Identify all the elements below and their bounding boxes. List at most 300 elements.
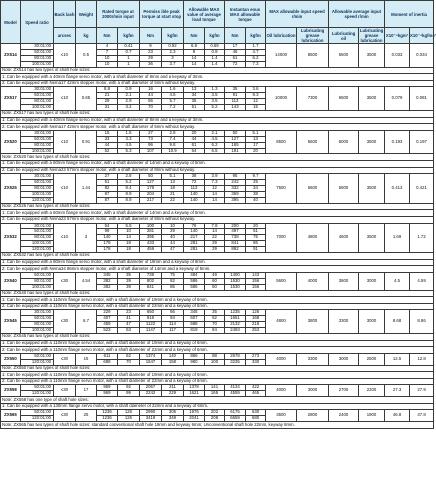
speed-ratio-cell: 50:01:00	[21, 353, 54, 359]
torque-value-cell: 253	[246, 328, 266, 334]
note-text: Note: ZX514 has two types of shaft hole sizes:	[1, 67, 434, 74]
note-text: Note: ZX565 has two types of shaft hole sizes: standard conventional shaft hole 19mm and keyway 6mm; Unconventional shaft hole 22mm, keyway 8mm.	[1, 422, 434, 429]
header-grease: Lubricating grease lubrication	[297, 28, 329, 44]
kgm2-cell: 8.68	[385, 310, 410, 334]
torque-value-cell: 345	[184, 310, 205, 316]
avg-grease-cell: 3500	[359, 87, 385, 111]
torque-value-cell: 22	[162, 197, 184, 203]
note-text: 2: Can be equipped with Nema23 57mm stepper motor, with a shaft diameter of 8mm without keyway.	[1, 167, 434, 174]
torque-value-cell: 1547	[140, 359, 162, 365]
note-text: 1: Can be equipped with a 60mm flange servo motor, with a shaft diameter of 14mm and a keyway of 5mm.	[1, 210, 434, 217]
torque-value-cell: 1621	[184, 391, 205, 397]
torque-value-cell: 5.2	[118, 180, 140, 186]
torque-value-cell: 88	[205, 353, 225, 359]
backlash-cell: ≤30	[54, 410, 76, 422]
avg-grease-cell: 3000	[359, 272, 385, 290]
kgfms2-cell: 0.197	[410, 130, 434, 154]
torque-value-cell: 892	[225, 247, 246, 253]
torque-value-cell: 86	[246, 241, 266, 247]
speed-ratio-cell: 30:01:00	[21, 223, 54, 229]
oil-cell: 4000	[266, 353, 297, 365]
speed-ratio-cell: 120:01:00	[21, 197, 54, 203]
torque-value-cell: 4.5	[205, 136, 225, 142]
torque-value-cell: 8.9	[118, 191, 140, 197]
torque-value-cell: 53	[118, 328, 140, 334]
header-nm: Nm	[140, 28, 162, 44]
torque-value-cell: 44	[162, 241, 184, 247]
note-text: Note: ZX532 has two types of shaft hole sizes:	[1, 253, 434, 260]
model-cell: ZX525	[1, 174, 21, 204]
torque-value-cell: 5.1	[246, 130, 266, 136]
speed-ratio-cell: 30:01:00	[21, 174, 54, 180]
torque-value-cell: 3.3	[118, 136, 140, 142]
torque-value-cell: 2.1	[205, 130, 225, 136]
torque-value-cell: 738	[225, 235, 246, 241]
oil-cell: 14000	[266, 44, 297, 68]
torque-value-cell: 35	[205, 310, 225, 316]
torque-value-cell: 918	[140, 316, 162, 322]
torque-value-cell: 2132	[225, 322, 246, 328]
torque-value-cell: 14	[184, 55, 205, 61]
torque-value-cell: 35	[118, 272, 140, 278]
torque-value-cell: 51	[246, 229, 266, 235]
torque-value-cell: 15	[246, 105, 266, 111]
torque-value-cell: 607	[184, 316, 205, 322]
torque-value-cell: 29	[140, 55, 162, 61]
speed-ratio-cell: 50:01:00	[21, 229, 54, 235]
torque-value-cell: 3.5	[205, 99, 225, 105]
torque-value-cell: 841	[140, 284, 162, 290]
avg-grease-cell: 3500	[359, 223, 385, 253]
torque-value-cell: 1.3	[205, 87, 225, 93]
note-text: 2: Can be equipped with Nema17 42mm stepper motor, with a shaft diameter of 5mm without keyway.	[1, 124, 434, 131]
torque-value-cell: 114	[162, 322, 184, 328]
model-cell: ZX520	[1, 130, 21, 154]
torque-value-cell: 6.2	[205, 142, 225, 148]
speed-ratio-cell: 50:01:00	[21, 49, 54, 55]
weight-cell: 1.44	[76, 174, 97, 204]
torque-value-cell: 23	[118, 310, 140, 316]
speed-ratio-cell: 30:01:00	[21, 130, 54, 136]
torque-value-cell: 12	[205, 186, 225, 192]
torque-value-cell: 143	[246, 272, 266, 278]
torque-value-cell: 5.5	[118, 223, 140, 229]
torque-value-cell: 13	[162, 180, 184, 186]
torque-value-cell: 117	[162, 328, 184, 334]
torque-value-cell: 35	[184, 99, 205, 105]
torque-value-cell: 10	[97, 61, 118, 67]
note-row	[1, 266, 434, 273]
torque-value-cell: 1236	[97, 410, 118, 416]
header-lub-grease: Lubricating grease lubrication	[359, 28, 384, 43]
avg-grease-cell: 3500	[359, 130, 385, 154]
torque-value-cell: 1374	[140, 353, 162, 359]
torque-value-cell: 44	[184, 136, 205, 142]
oil-cell: 8500	[266, 130, 297, 154]
header-kg: kg	[76, 28, 97, 44]
torque-value-cell: 4	[97, 44, 118, 50]
torque-value-cell: 100	[140, 223, 162, 229]
note-text: 2: Can be equipped with a 110mm flange servo motor, with a shaft diameter of 22mm and a keyway of 6mm.	[1, 378, 434, 385]
backlash-cell: ≤10	[54, 44, 76, 68]
torque-value-cell: 3235	[225, 359, 246, 365]
note-text: Note: ZX540 has two types of shaft hole sizes:	[1, 290, 434, 297]
speed-ratio-cell: 80:01:00	[21, 99, 54, 105]
torque-value-cell: 158	[162, 359, 184, 365]
torque-value-cell: 87	[97, 197, 118, 203]
torque-value-cell: 156	[246, 278, 266, 284]
speed-ratio-cell: 80:01:00	[21, 235, 54, 241]
header-kgfm: kgfm	[162, 28, 184, 44]
header-avg-input-speed: Allowable average input speed r/min	[329, 1, 385, 28]
grease-cell: 3800	[297, 310, 329, 334]
torque-value-cell: 25	[246, 180, 266, 186]
speed-ratio-cell: 50:01:00	[21, 385, 54, 391]
torque-value-cell: 62	[118, 353, 140, 359]
torque-value-cell: 969	[97, 385, 118, 391]
oil-cell: 4800	[266, 310, 297, 334]
torque-value-cell: 866	[184, 353, 205, 359]
torque-value-cell: 60	[205, 278, 225, 284]
header-nm: Nm	[97, 28, 118, 44]
torque-value-cell: 13	[184, 87, 205, 93]
header-max-input-speed: MAX allowable input speed r/min	[266, 1, 329, 28]
torque-value-cell: 20	[184, 130, 205, 136]
torque-value-cell: 630	[246, 410, 266, 416]
note-row	[1, 117, 434, 124]
torque-value-cell: 1651	[225, 316, 246, 322]
avg-grease-cell: 3000	[359, 310, 385, 334]
oil-cell: 5600	[266, 272, 297, 290]
note-text: 1: Can be equipped with a 60mm flange servo motor, with a shaft diameter of 14mm and a keyway of 5mm.	[1, 161, 434, 168]
torque-value-cell: 4559	[225, 391, 246, 397]
header-allowable-max: Allowable MAX value of average load torque	[184, 1, 225, 28]
speed-ratio-cell: 80:01:00	[21, 322, 54, 328]
torque-value-cell: 4.5	[118, 142, 140, 148]
note-row	[1, 347, 434, 354]
torque-value-cell: 5.2	[205, 105, 225, 111]
torque-value-cell: 4134	[225, 385, 246, 391]
torque-value-cell: 9.7	[246, 174, 266, 180]
torque-value-cell: 1.6	[162, 87, 184, 93]
note-text: 1: Can be equipped with a 80mm flange servo motor, with a shaft diameter of 19mm and a keyway of 6mm.	[1, 259, 434, 266]
note-text: 1: Can be equipped with a 110mm flange servo motor, with a shaft diameter of 19mm and a keyway of 6mm.	[1, 297, 434, 304]
oil-cell: 4000	[266, 385, 297, 397]
note-text: 2: Can be equipped with a 110mm flange servo motor, with a shaft diameter of 22mm and a keyway of 6mm.	[1, 347, 434, 354]
header-x10-kgfms2: X10⁻⁴kgfms²	[410, 28, 434, 44]
avg-oil-cell: 4600	[329, 223, 359, 253]
torque-value-cell: 8.8	[97, 87, 118, 93]
torque-value-cell: 10	[97, 55, 118, 61]
torque-value-cell: 273	[246, 353, 266, 359]
torque-value-cell: 47	[118, 322, 140, 328]
kgfms2-cell: 8.86	[410, 310, 434, 334]
torque-value-cell: 18	[118, 247, 140, 253]
torque-value-cell: 61	[184, 142, 205, 148]
speed-ratio-cell: 100:01:00	[21, 284, 54, 290]
torque-value-cell: 1530	[225, 278, 246, 284]
torque-value-cell: 305	[162, 410, 184, 416]
torque-value-cell: 6.2	[246, 55, 266, 61]
note-text: Note: ZX520 has two types of shaft hole sizes:	[1, 154, 434, 161]
kgfms2-cell: 12.8	[410, 353, 434, 365]
torque-value-cell: 680	[246, 416, 266, 422]
torque-value-cell: 15	[97, 130, 118, 136]
kgfms2-cell: 4.59	[410, 272, 434, 290]
torque-value-cell: 281	[140, 229, 162, 235]
speed-ratio-cell: 50:01:00	[21, 272, 54, 278]
avg-oil-cell: 6500	[329, 87, 359, 111]
torque-value-cell: 91	[246, 247, 266, 253]
torque-value-cell: 38	[184, 174, 205, 180]
torque-value-cell: 34	[184, 93, 205, 99]
torque-value-cell: 191	[225, 148, 246, 154]
header-moment-inertia: Moment of inertia	[385, 1, 434, 28]
torque-value-cell: 0.41	[118, 44, 140, 50]
torque-value-cell: 14	[118, 235, 140, 241]
torque-value-cell: 202	[205, 410, 225, 416]
note-row	[1, 259, 434, 266]
backlash-cell: ≤30	[54, 310, 76, 334]
header-kgfm: kgfm	[118, 28, 140, 44]
torque-value-cell: 1.7	[246, 44, 266, 50]
torque-value-cell: 17	[246, 142, 266, 148]
torque-value-cell: 44	[140, 93, 162, 99]
torque-value-cell: 47	[162, 247, 184, 253]
speed-ratio-cell: 100:01:00	[21, 61, 54, 67]
speed-ratio-cell: 100:01:00	[21, 328, 54, 334]
torque-value-cell: 9.3	[246, 93, 266, 99]
oil-cell: 10000	[266, 87, 297, 111]
speed-ratio-cell: 120:01:00	[21, 416, 54, 422]
torque-value-cell: 1.5	[118, 130, 140, 136]
header-back-lash: Back lash	[54, 1, 76, 28]
avg-grease-cell: 1900	[359, 410, 385, 422]
torque-value-cell: 14	[205, 191, 225, 197]
backlash-cell: ≤30	[54, 272, 76, 290]
note-text: Note: ZX525 has two types of shaft hole sizes:	[1, 203, 434, 210]
torque-value-cell: 332	[225, 186, 246, 192]
speed-ratio-cell: 50:01:00	[21, 136, 54, 142]
model-cell: ZX558	[1, 385, 21, 397]
torque-value-cell: 84	[205, 328, 225, 334]
torque-value-cell: 178	[97, 241, 118, 247]
torque-value-cell: 54	[97, 223, 118, 229]
torque-value-cell: 35	[225, 87, 246, 93]
backlash-cell: ≤30	[54, 385, 76, 397]
kgm2-cell: 4.5	[385, 272, 410, 290]
torque-value-cell: 94	[162, 316, 184, 322]
torque-value-cell: 650	[140, 310, 162, 316]
avg-grease-cell: 2500	[359, 353, 385, 365]
torque-value-cell: 33	[97, 136, 118, 142]
torque-value-cell: 6175	[225, 410, 246, 416]
torque-value-cell: 208	[205, 416, 225, 422]
torque-value-cell: 242	[225, 180, 246, 186]
kgfms2-cell: 1.72	[410, 223, 434, 253]
kgm2-cell: 0.079	[385, 87, 410, 111]
torque-value-cell: 688	[97, 359, 118, 365]
torque-value-cell: 2067	[140, 385, 162, 391]
torque-value-cell: 143	[225, 105, 246, 111]
model-cell: ZX545	[1, 310, 21, 334]
avg-oil-cell: 6500	[329, 44, 359, 68]
torque-value-cell: 819	[184, 328, 205, 334]
torque-value-cell: 523	[97, 328, 118, 334]
header-speed-ratio: Speed ratio	[21, 1, 54, 44]
torque-value-cell: 688	[184, 322, 205, 328]
torque-value-cell: 1378	[184, 385, 205, 391]
torque-value-cell: 99	[97, 229, 118, 235]
grease-cell: 7300	[297, 87, 329, 111]
torque-value-cell: 140	[184, 191, 205, 197]
header-kgfm: kgfm	[205, 28, 225, 44]
torque-value-cell: 459	[140, 247, 162, 253]
torque-value-cell: 91	[225, 93, 246, 99]
speed-ratio-cell: 120:01:00	[21, 391, 54, 397]
avg-oil-cell: 5600	[329, 174, 359, 204]
torque-value-cell: 459	[97, 322, 118, 328]
torque-value-cell: 29	[162, 229, 184, 235]
kgfms2-cell: 27.9	[410, 385, 434, 397]
torque-value-cell: 140	[97, 235, 118, 241]
kgm2-cell: 0.413	[385, 174, 410, 204]
torque-value-cell: 34	[246, 186, 266, 192]
header-kgfm: kgfm	[246, 28, 266, 44]
backlash-cell: ≤10	[54, 87, 76, 111]
speed-ratio-cell: 100:01:00	[21, 241, 54, 247]
torque-value-cell: 281	[184, 241, 205, 247]
torque-value-cell: 87	[97, 191, 118, 197]
header-permissible-peak: Permiss ible peak torque at start stop	[140, 1, 184, 28]
speed-ratio-cell: 80:01:00	[21, 142, 54, 148]
speed-ratio-cell: 80:01:00	[21, 278, 54, 284]
grease-cell: 5600	[297, 130, 329, 154]
torque-value-cell: 1	[118, 61, 140, 67]
avg-oil-cell: 3300	[329, 310, 359, 334]
torque-value-cell: 39	[118, 284, 140, 290]
note-text: Note: ZX517 has two types of shaft hole sizes:	[1, 111, 434, 118]
oil-cell: 7500	[266, 174, 297, 204]
torque-value-cell: 27	[97, 174, 118, 180]
kgfms2-cell: 0.034	[410, 44, 434, 68]
torque-value-cell: 70	[205, 322, 225, 328]
weight-cell: 15	[76, 353, 97, 365]
oil-cell: 3500	[266, 410, 297, 422]
torque-value-cell: 86	[162, 284, 184, 290]
torque-value-cell: 433	[140, 241, 162, 247]
torque-value-cell: 1236	[97, 416, 118, 422]
torque-value-cell: 40	[246, 197, 266, 203]
torque-value-cell: 16	[140, 87, 162, 93]
torque-value-cell: 6659	[225, 416, 246, 422]
speed-ratio-cell: 30:01:00	[21, 44, 54, 50]
torque-value-cell: 72	[184, 180, 205, 186]
speed-ratio-cell: 50:01:00	[21, 93, 54, 99]
torque-value-cell: 76	[184, 223, 205, 229]
header-nm: Nm	[225, 28, 246, 44]
torque-value-cell: 281	[184, 247, 205, 253]
torque-value-cell: 217	[140, 197, 162, 203]
torque-value-cell: 586	[184, 278, 205, 284]
torque-value-cell: 2041	[184, 416, 205, 422]
torque-value-cell: 49	[205, 272, 225, 278]
kgfms2-cell: 47.8	[410, 410, 434, 422]
speed-ratio-cell: 80:01:00	[21, 55, 54, 61]
torque-value-cell: 38	[246, 191, 266, 197]
header-instantaneous-max: Instantan eous MAX allowable torque	[225, 1, 266, 28]
torque-value-cell: 20	[246, 223, 266, 229]
note-text: 1: Can be equipped with a 40mm flange servo motor, with a shaft diameter of 8mm and a keyway of 3mm.	[1, 74, 434, 81]
torque-value-cell: 5.3	[118, 148, 140, 154]
torque-value-cell: 82	[162, 278, 184, 284]
kgm2-cell: 27.3	[385, 385, 410, 397]
torque-value-cell: 66	[162, 310, 184, 316]
torque-value-cell: 497	[225, 229, 246, 235]
torque-value-cell: 980	[184, 359, 205, 365]
note-text: 2: Can be equipped with Nema23 57mm stepper motor, with a shaft diameter of 8mm without keyway.	[1, 216, 434, 223]
torque-value-cell: 113	[225, 99, 246, 105]
avg-grease-cell: 2200	[359, 385, 385, 397]
torque-value-cell: 72	[225, 61, 246, 67]
torque-value-cell: 70	[140, 105, 162, 111]
speed-ratio-cell: 50:01:00	[21, 316, 54, 322]
torque-value-cell: 2493	[225, 328, 246, 334]
kgfms2-cell: 0.421	[410, 174, 434, 204]
speed-ratio-cell: 80:01:00	[21, 186, 54, 192]
torque-value-cell: 29	[205, 241, 225, 247]
torque-value-cell: 330	[246, 359, 266, 365]
model-cell: ZX550	[1, 353, 21, 365]
torque-value-cell: 7.3	[246, 61, 266, 67]
header-x10-kgm2: X10⁻⁴kgm²	[385, 28, 410, 44]
torque-value-cell: 64	[184, 148, 205, 154]
torque-value-cell: 126	[118, 416, 140, 422]
speed-ratio-cell: 120:01:00	[21, 359, 54, 365]
torque-value-cell: 2678	[225, 353, 246, 359]
speed-ratio-cell: 30:01:00	[21, 310, 54, 316]
torque-value-cell: 40	[162, 235, 184, 241]
torque-value-cell: 6.5	[205, 148, 225, 154]
torque-value-cell: 50	[140, 174, 162, 180]
note-text: 1: Can be equipped with a 130mm flange servo motor, with a shaft diameter of 22mm and a keyway of 6mm.	[1, 403, 434, 410]
note-text: 1: Can be equipped with a 40mm flange servo motor, with a shaft diameter of 8mm and a keyway of 3mm.	[1, 117, 434, 124]
table-row	[1, 223, 434, 229]
avg-grease-cell: 3500	[359, 44, 385, 68]
note-row	[1, 340, 434, 347]
torque-value-cell: 96	[140, 142, 162, 148]
note-row	[1, 422, 434, 429]
torque-value-cell: 18	[162, 186, 184, 192]
torque-value-cell: 52	[97, 148, 118, 154]
torque-value-cell: 1.4	[205, 55, 225, 61]
model-cell: ZX565	[1, 410, 21, 422]
torque-value-cell: 7.2	[162, 105, 184, 111]
torque-value-cell: 4.7	[246, 49, 266, 55]
kgm2-cell: 12.5	[385, 353, 410, 365]
weight-cell: 3	[76, 223, 97, 253]
grease-cell: 5600	[297, 174, 329, 204]
torque-value-cell: 0.9	[118, 87, 140, 93]
torque-value-cell: 229	[162, 391, 184, 397]
note-row	[1, 290, 434, 297]
torque-value-cell: 75	[246, 235, 266, 241]
torque-value-cell: 62	[205, 316, 225, 322]
torque-value-cell: 21	[162, 191, 184, 197]
torque-value-cell: 395	[225, 197, 246, 203]
torque-value-cell: 229	[97, 310, 118, 316]
note-row	[1, 67, 434, 74]
